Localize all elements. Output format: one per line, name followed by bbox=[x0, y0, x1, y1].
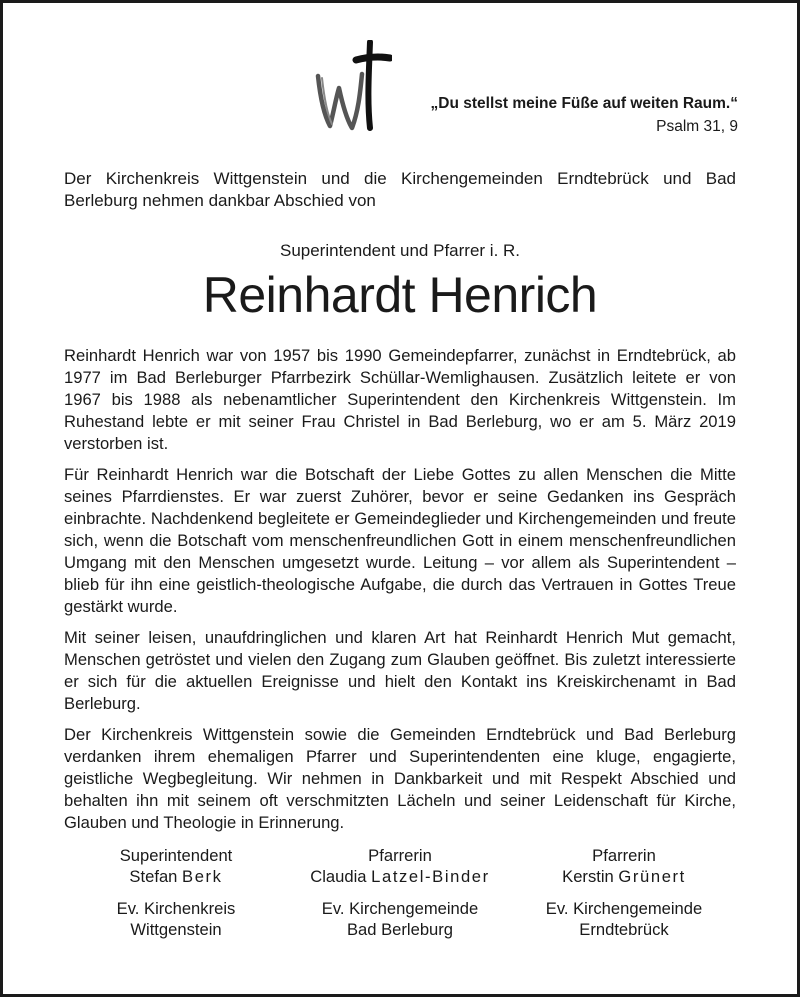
signatory-name: Claudia Latzel-Binder bbox=[310, 867, 490, 886]
signatory-org: Ev. Kirchenkreis bbox=[116, 899, 236, 918]
signatory-place: Bad Berleburg bbox=[346, 920, 454, 939]
signatory-org: Ev. Kirchengemeinde bbox=[545, 899, 703, 918]
signatory-place: Erndtebrück bbox=[579, 920, 669, 939]
signatures bbox=[64, 845, 736, 940]
obituary-paragraph: Mit seiner leisen, unaufdringlichen und klaren Art hat Reinhardt Henrich Mut gemacht, Menschen getröstet und vielen den Zugang zum Glauben geöffnet. Bis zuletzt interessierte er sich für die aktuellen Ereignisse und hielt den Kontakt ins Kreiskirchenamt in Bad Berleburg. bbox=[64, 628, 736, 713]
signatory-place: Wittgenstein bbox=[130, 920, 222, 939]
signatory-role: Superintendent bbox=[119, 846, 233, 865]
deceased-title: Superintendent und Pfarrer i. R. bbox=[279, 241, 521, 260]
signatory-org: Ev. Kirchengemeinde bbox=[321, 899, 479, 918]
signature-block bbox=[288, 845, 512, 940]
signatory-role: Pfarrerin bbox=[592, 846, 656, 865]
signature-block bbox=[64, 845, 288, 940]
obituary-paragraph: Reinhardt Henrich war von 1957 bis 1990 Gemeindepfarrer, zunächst in Erndtebrück, ab 1977 im Bad Berleburger Pfarrbezirk Schüllar-Wemlighausen. Zusätzlich leitete er von 1967 bis 1988 als nebenamtlicher Superintendent den Kirchenkreis Wittgenstein. Im Ruhestand lebte er mit seiner Frau Christel in Bad Berleburg, wo er am 5. März 2019 verstorben ist. bbox=[64, 346, 736, 453]
intro-text: Der Kirchenkreis Wittgenstein und die Kirchengemeinden Erndtebrück und Bad Berleburg nehmen dankbar Abschied von bbox=[64, 169, 736, 210]
deceased-name: Reinhardt Henrich bbox=[202, 267, 598, 323]
obituary-paragraph: Für Reinhardt Henrich war die Botschaft der Liebe Gottes zu allen Menschen die Mitte seines Pfarrdienstes. Er war zuerst Zuhörer, bevor er seine Gedanken ins Gespräch einbrachte. Nachdenkend begleitete er Gemeindeglieder und Kirchengemeinden und freute sich, wenn die Botschaft vom menschenfreundlichen Gott in einem menschenfreundlichen Umgang mit den Menschen umgesetzt wurde. Leitung – vor allem als Superintendent – blieb für ihn eine geistlich-theologische Aufgabe, die durch das Vertrauen in Gottes Treue gestärkt wurde. bbox=[64, 465, 736, 616]
signature-block bbox=[512, 845, 736, 940]
signatory-role: Pfarrerin bbox=[368, 846, 432, 865]
signatory-name: Stefan Berk bbox=[129, 867, 223, 886]
obituary-paragraph: Der Kirchenkreis Wittgenstein sowie die Gemeinden Erndtebrück und Bad Berleburg verdanken ihrem ehemaligen Pfarrer und Superintendenten eine kluge, engagierte, geistliche Wegbegleitung. Wir nehmen in Dankbarkeit und mit Respekt Abschied und behalten ihn mit seinem oft verschmitzten Lächeln und seiner Leidenschaft für Kirche, Glauben und Theologie in Erinnerung. bbox=[64, 725, 736, 832]
bible-citation: Psalm 31, 9 bbox=[656, 118, 738, 135]
church-wt-cross-logo-icon bbox=[312, 40, 392, 132]
bible-quote: „Du stellst meine Füße auf weiten Raum.“ bbox=[430, 95, 738, 112]
signatory-name: Kerstin Grünert bbox=[562, 867, 686, 886]
obituary-body bbox=[64, 345, 736, 843]
